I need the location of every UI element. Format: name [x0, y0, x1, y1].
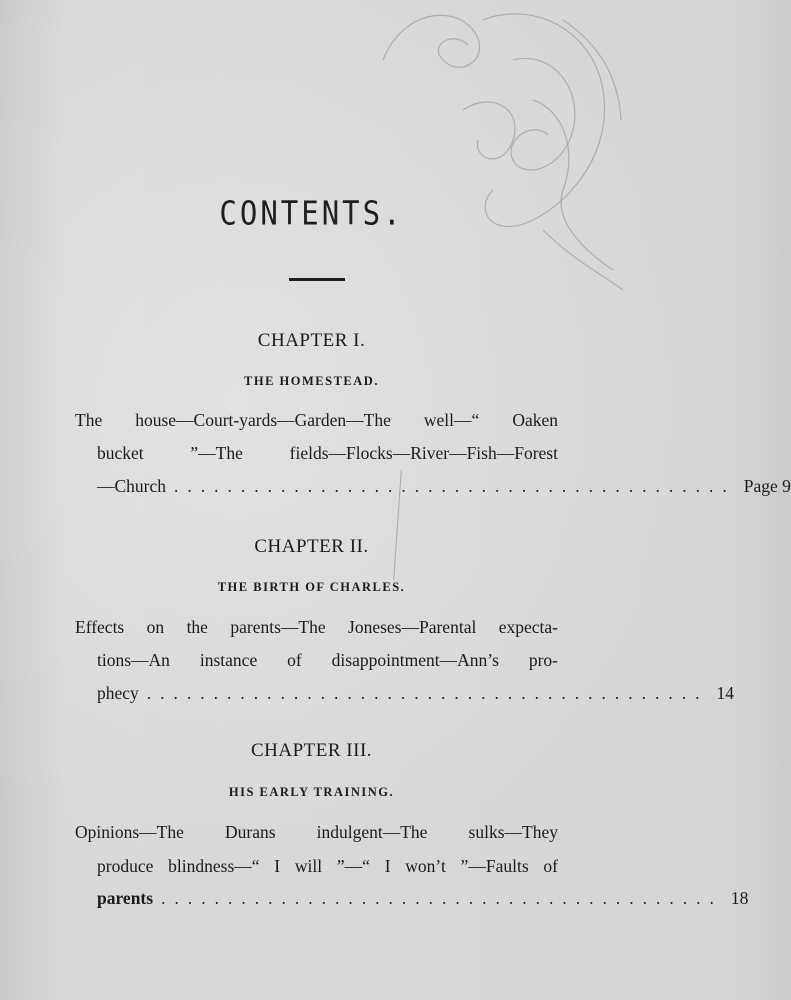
dot-leader: .......................................... — [174, 476, 736, 496]
toc-entry — [97, 888, 749, 909]
summary-line-end: parents — [97, 888, 154, 908]
chapter-heading: CHAPTER III. — [250, 740, 373, 761]
dot-leader: .......................................... — [146, 683, 709, 703]
title-rule — [289, 278, 345, 281]
chapter-subtitle: THE BIRTH OF CHARLES. — [217, 580, 406, 594]
chapter-heading: CHAPTER I. — [257, 330, 366, 351]
summary-line-end: —Church — [97, 476, 167, 496]
summary-line: produce blindness—“ I will ”—“ I won’t ”—Faults of — [97, 856, 558, 876]
chapter-subtitle: THE HOMESTEAD. — [244, 374, 379, 388]
summary-line: bucket ”—The fields—Flocks—River—Fish—Forest — [97, 443, 558, 463]
page-title: CONTENTS. — [219, 193, 404, 233]
summary-line: tions—An instance of disappointment—Ann’s pro- — [97, 650, 558, 670]
page-number: Page 9 — [743, 476, 791, 496]
toc-entry — [97, 476, 791, 497]
page-number: 18 — [730, 888, 749, 908]
page-number: 14 — [716, 683, 735, 703]
summary-line: Effects on the parents—The Joneses—Parental expecta- — [75, 617, 558, 637]
chapter-subtitle: HIS EARLY TRAINING. — [228, 785, 395, 799]
dot-leader: .......................................... — [161, 888, 723, 908]
summary-line-end: phecy — [97, 683, 139, 703]
decorative-flourish — [363, 0, 623, 300]
summary-line: Opinions—The Durans indulgent—The sulks—They — [75, 822, 558, 842]
toc-entry — [97, 683, 735, 704]
chapter-heading: CHAPTER II. — [254, 536, 369, 557]
summary-line: The house—Court-yards—Garden—The well—“ Oaken — [75, 410, 558, 430]
